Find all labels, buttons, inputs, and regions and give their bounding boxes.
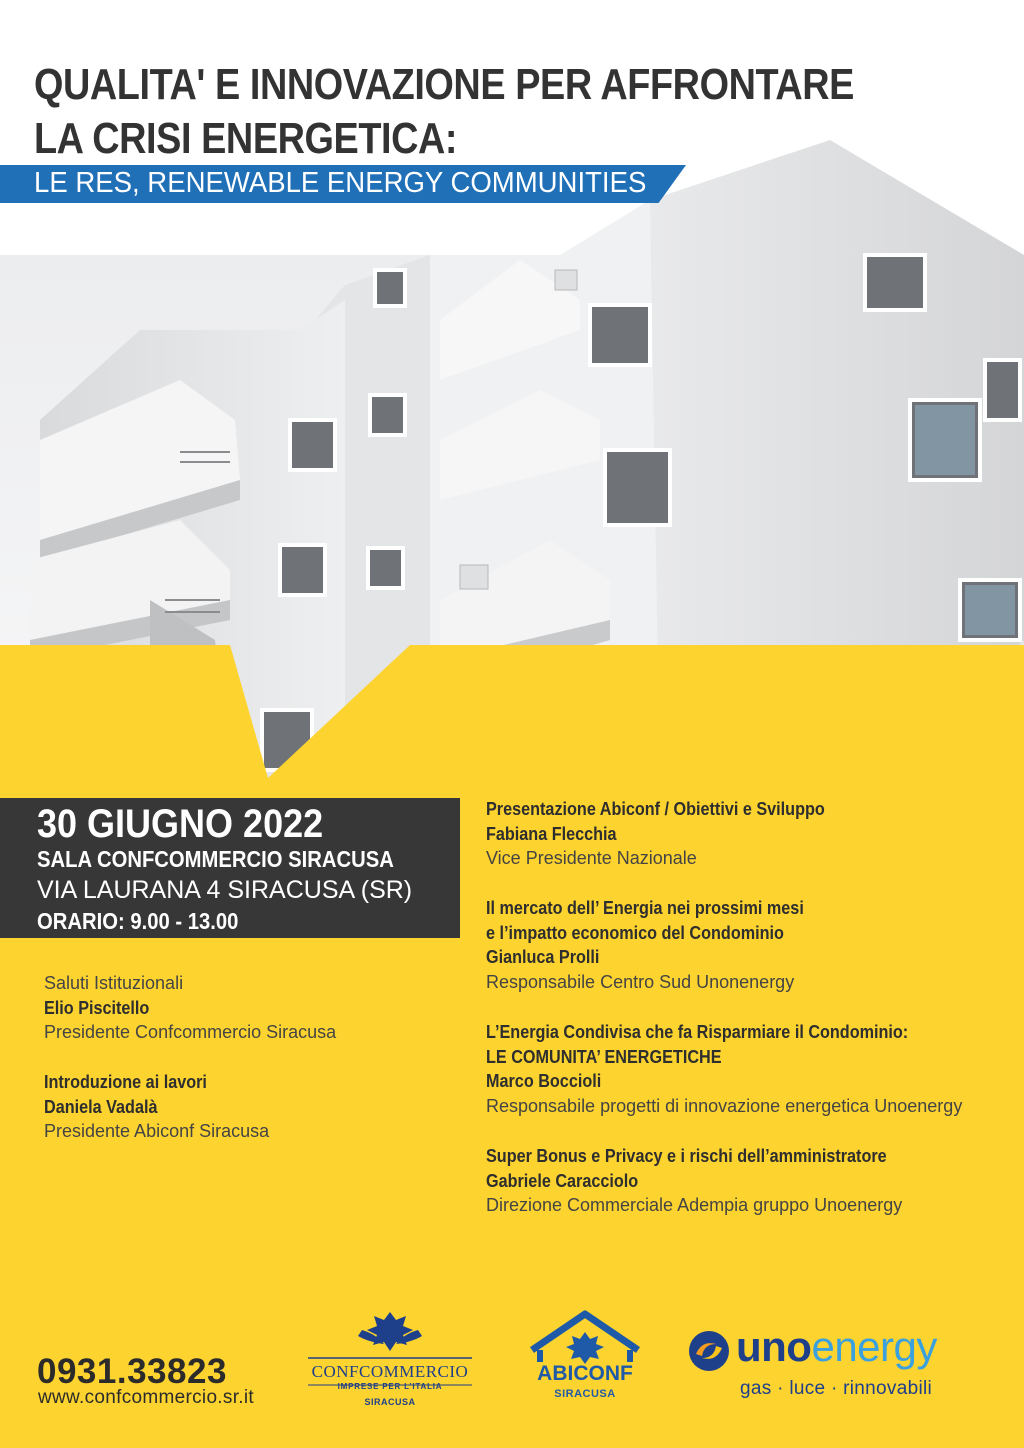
program-item-role: Vice Presidente Nazionale xyxy=(486,848,697,868)
program-item xyxy=(486,896,1016,994)
subtitle: LE RES, RENEWABLE ENERGY COMMUNITIES xyxy=(34,167,647,199)
program-item-role: Presidente Confcommercio Siracusa xyxy=(44,1022,337,1042)
title-block xyxy=(34,58,934,166)
program-item-role: Responsabile progetti di innovazione energetica Unoenergy xyxy=(486,1095,963,1116)
website-link[interactable]: www.confcommercio.sr.it xyxy=(38,1387,254,1408)
eagle-icon xyxy=(300,1308,480,1408)
title-line-1: QUALITA' E INNOVAZIONE PER AFFRONTARE xyxy=(34,60,854,109)
program-item-title: e l’impatto economico del Condominio xyxy=(486,922,784,943)
program-item-role: Presidente Abiconf Siracusa xyxy=(44,1121,270,1141)
program-item-speaker: Daniela Vadalà xyxy=(44,1096,158,1117)
program-item-speaker: Marco Boccioli xyxy=(486,1071,602,1091)
program-item-speaker: Gabriele Caracciolo xyxy=(486,1170,639,1191)
program-item-role: Direzione Commerciale Adempia gruppo Unoenergy xyxy=(486,1195,903,1215)
confcommercio-logo-tagline: IMPRESE PER L’ITALIA xyxy=(337,1382,443,1391)
program-item-title: L’Energia Condivisa che fa Risparmiare il Condominio: xyxy=(486,1022,909,1042)
program-item xyxy=(44,971,464,1045)
program-item xyxy=(44,1070,464,1144)
unoenergy-brand-uno: uno xyxy=(736,1323,812,1370)
program-item-title: Presentazione Abiconf / Obiettivi e Sviluppo xyxy=(486,799,825,819)
program-item xyxy=(486,1020,1016,1118)
phone-number[interactable]: 0931.33823 xyxy=(37,1352,227,1391)
program-item xyxy=(486,797,1016,871)
unoenergy-brand xyxy=(736,1322,937,1372)
program-item-speaker: Elio Piscitello xyxy=(44,997,150,1018)
event-venue: SALA CONFCOMMERCIO SIRACUSA xyxy=(37,846,394,872)
unoenergy-swirl-icon xyxy=(688,1330,730,1372)
program-item-title: Introduzione ai lavori xyxy=(44,1072,207,1092)
program-item-speaker: Gianluca Prolli xyxy=(486,947,600,967)
program-item-role: Responsabile Centro Sud Unonenergy xyxy=(486,971,795,992)
confcommercio-logo-city: SIRACUSA xyxy=(364,1397,416,1407)
title-line-2: LA CRISI ENERGETICA: xyxy=(34,114,458,163)
program-item xyxy=(486,1144,1016,1218)
abiconf-logo-city: SIRACUSA xyxy=(554,1388,616,1400)
confcommercio-logo-name: CONFCOMMERCIO xyxy=(311,1362,469,1381)
program-item-speaker: Fabiana Flecchia xyxy=(486,823,617,844)
abiconf-logo-name: ABICONF xyxy=(537,1362,633,1385)
event-date: 30 GIUGNO 2022 xyxy=(37,802,324,846)
unoenergy-tagline: gas · luce · rinnovabili xyxy=(740,1378,933,1399)
program-item-title: Super Bonus e Privacy e i rischi dell’amministratore xyxy=(486,1146,887,1166)
program-item-title: Saluti Istituzionali xyxy=(44,973,184,993)
event-address: VIA LAURANA 4 SIRACUSA (SR) xyxy=(37,876,413,904)
program-item-title: Il mercato dell’ Energia nei prossimi mesi xyxy=(486,898,804,918)
event-hours: ORARIO: 9.00 - 13.00 xyxy=(37,908,239,934)
program-item-title: LE COMUNITA’ ENERGETICHE xyxy=(486,1046,722,1067)
unoenergy-brand-energy: energy xyxy=(811,1323,937,1370)
